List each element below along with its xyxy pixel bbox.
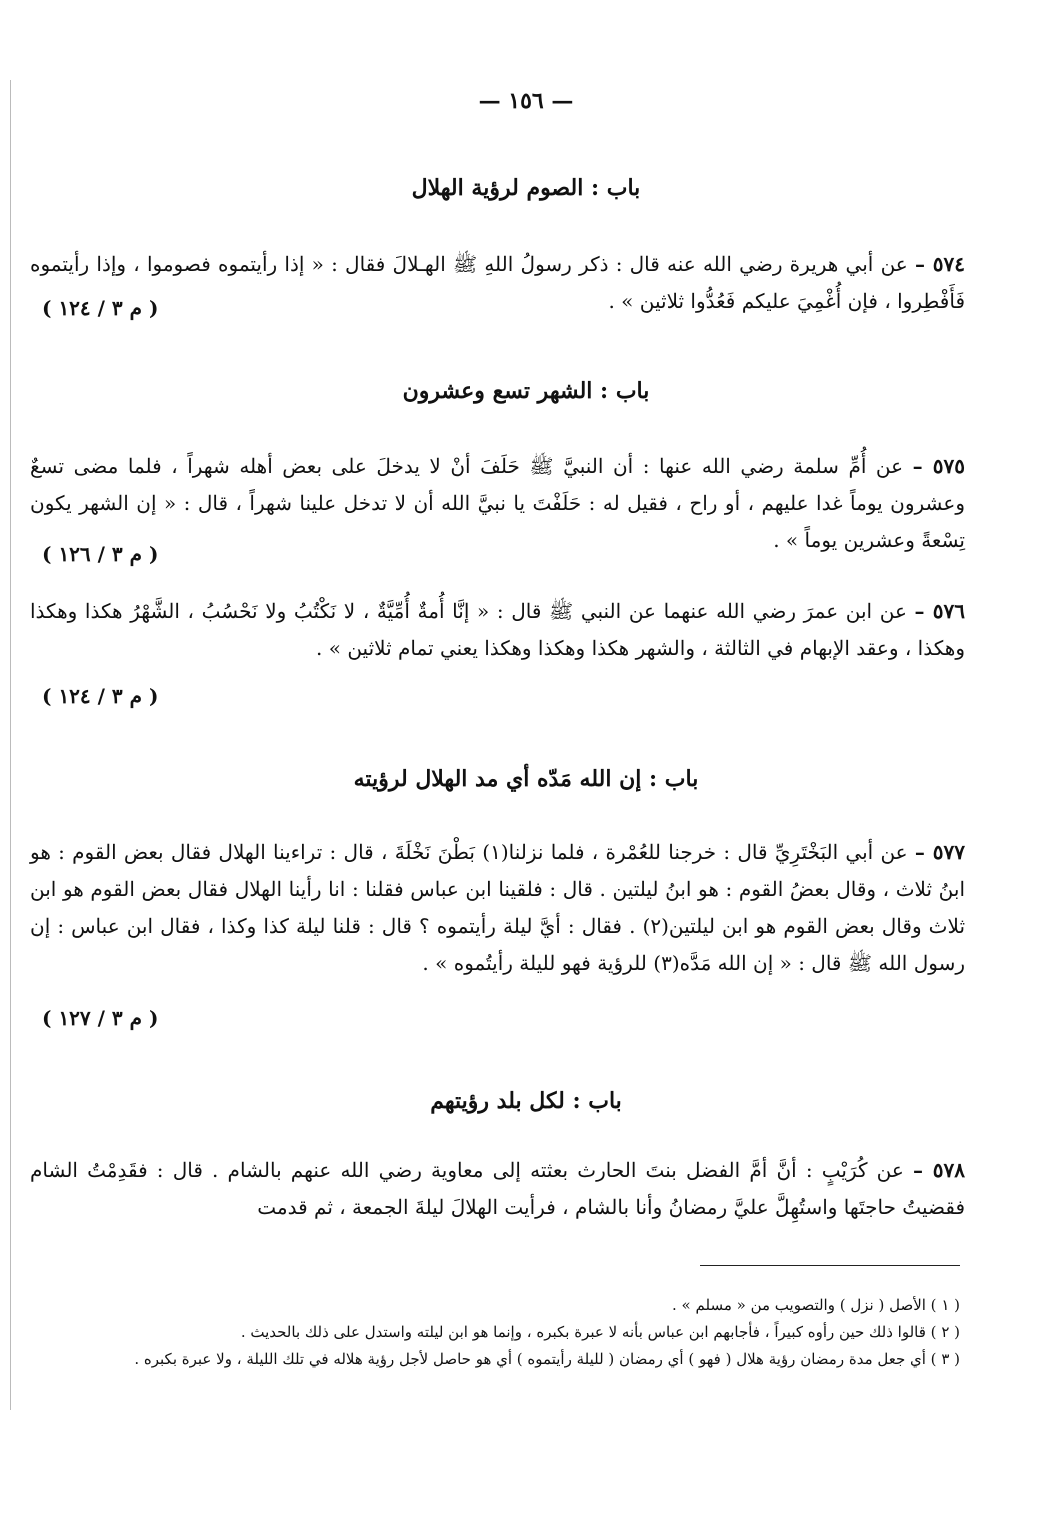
hadith-number: ٥٧٨ – — [913, 1158, 966, 1182]
hadith-576 — [30, 593, 965, 667]
hadith-number: ٥٧٧ – — [914, 840, 965, 864]
chapter-title: باب : الشهر تسع وعشرون — [402, 378, 650, 404]
footnote-3: ( ٣ ) أي جعل مدة رمضان رؤية هلال ( فهو ) أي رمضان ( لليلة رأيتموه ) أي هو حاصل لأجل رؤية هلاله في تلك الليلة ، ولا عبرة بكبره . — [134, 1350, 960, 1368]
hadith-574 — [30, 246, 965, 320]
hadith-575 — [30, 448, 965, 559]
footnote-separator — [700, 1265, 960, 1266]
chapter-title: باب : لكل بلد رؤيتهم — [430, 1088, 622, 1114]
hadith-text: عن أُمِّ سلمة رضي الله عنها : أن النبيَّ ﷺ حَلَفَ أنْ لا يدخلَ على بعض أهله شهراً ، فلما مضى تسعٌ وعشرون يوماً غدا عليهم ، أو راح ، فقيل له : حَلَفْتَ يا نبيَّ الله أن لا تدخل علينا شهراً ، قال : « إن الشهر يكون تِسْعةً وعشرين يوماً » . — [30, 454, 965, 552]
hadith-text: عن أبي هريرة رضي الله عنه قال : ذكر رسولُ اللهِ ﷺ الهـلالَ فقال : « إذا رأيتموه فصوموا ، وإذا رأيتموه فَأَفْطِروا ، فإن أُغْمِيَ عليكم فَعُدُّوا ثلاثين » . — [30, 252, 965, 313]
hadith-577 — [30, 834, 965, 982]
hadith-reference: ( م ٣ / ١٢٦ ) — [42, 542, 159, 566]
footnotes — [30, 1292, 960, 1373]
hadith-number: ٥٧٤ – — [914, 252, 966, 276]
hadith-reference: ( م ٣ / ١٢٤ ) — [42, 296, 159, 320]
chapter-title: باب : الصوم لرؤية الهلال — [411, 175, 641, 201]
hadith-text: عن أبي البَخْتَرِيِّ قال : خرجنا للعُمْرة ، فلما نزلنا(١) بَطْنَ نَخْلَةَ ، قال : تراءينا الهلال فقال بعض القوم : هو ابنُ ثلاث ، وقال بعضُ القوم : هو ابنُ ليلتين . قال : فلقينا ابن عباس فقلنا : انا رأينا الهلال فقال بعض القوم هو ابن ثلاث وقال بعض القوم هو ابن ليلتين(٢) . فقال : أيَّ ليلة رأيتموه ؟ قال : قلنا ليلة كذا وكذا ، فقال ابن عباس : إن رسول الله ﷺ قال : « إن الله مَدَّه(٣) للرؤية فهو لليلة رأيتُموه » . — [30, 840, 966, 975]
hadith-text: عن ابن عمرَ رضي الله عنهما عن النبي ﷺ قال : « إنَّا أُمةٌ أُمِّيَّةٌ ، لا نَكْتُبُ ولا نَحْسُبُ ، الشَّهْرُ هكذا وهكذا وهكذا ، وعقد الإبهام في الثالثة ، والشهر هكذا وهكذا وهكذا يعني تمام ثلاثين » . — [30, 599, 965, 660]
chapter-title: باب : إن الله مَدّه أي مد الهلال لرؤيته — [353, 766, 699, 792]
hadith-number: ٥٧٦ – — [914, 599, 965, 623]
hadith-number: ٥٧٥ – — [912, 454, 966, 478]
hadith-reference: ( م ٣ / ١٢٤ ) — [42, 684, 159, 708]
footnote-1: ( ١ ) الأصل ( نزل ) والتصويب من « مسلم » . — [672, 1296, 960, 1314]
hadith-text: عن كُرَيْبٍ : أنَّ أمَّ الفضل بنتَ الحارث بعثته إلى معاوية رضي الله عنهم بالشام . قال : فقَدِمْتُ الشام فقضيتُ حاجتَها واستُهِلَّ عليَّ رمضانُ وأنا بالشام ، فرأيت الهلالَ ليلةَ الجمعة ، ثم قدمت — [30, 1158, 965, 1219]
page-number: — ١٥٦ — — [478, 88, 574, 114]
footnote-2: ( ٢ ) قالوا ذلك حين رأوه كبيراً ، فأجابهم ابن عباس بأنه لا عبرة بكبره ، وإنما هو ابن ليلته واستدل على ذلك بالحديث . — [240, 1323, 960, 1341]
hadith-578 — [30, 1152, 965, 1226]
left-margin-line — [10, 80, 11, 1410]
hadith-reference: ( م ٣ / ١٢٧ ) — [42, 1006, 159, 1030]
